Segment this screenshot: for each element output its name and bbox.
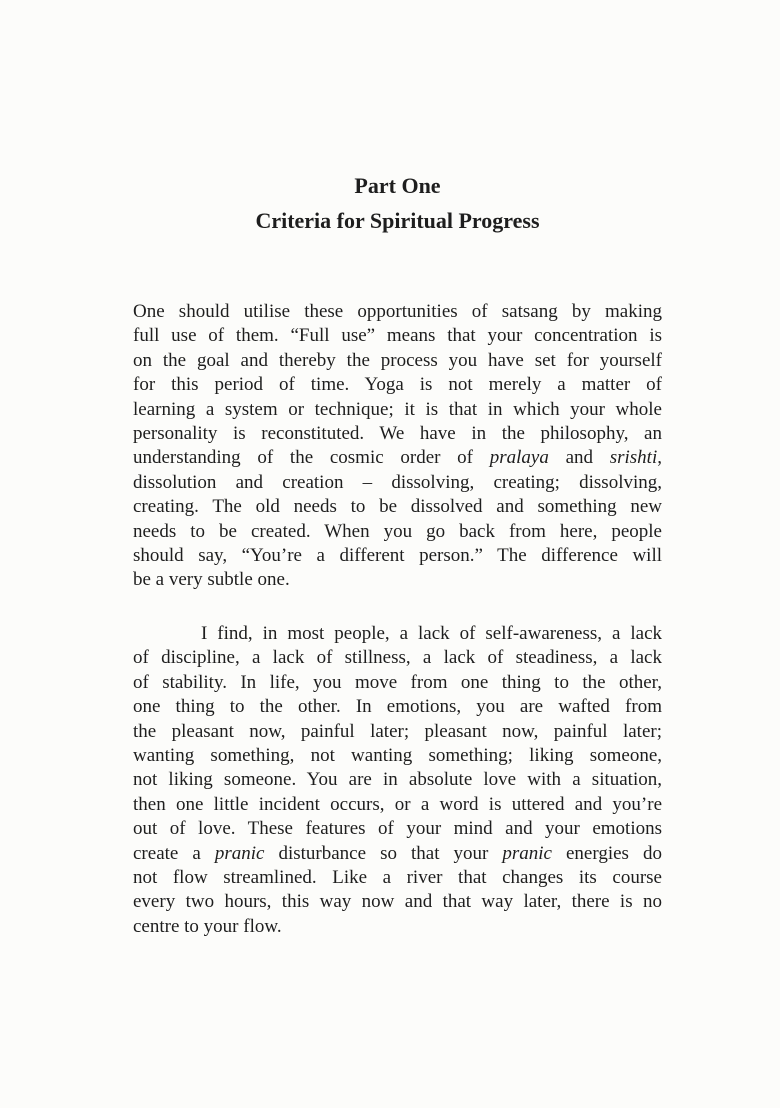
text-line (133, 890, 662, 914)
part-heading: Part One (354, 173, 441, 198)
text-segment: for this period of time. Yoga is not merely a matter of (133, 374, 662, 396)
text-line (133, 398, 662, 422)
text-line (133, 842, 662, 866)
paragraph-1 (133, 300, 662, 593)
text-line (133, 495, 662, 519)
text-segment: not liking someone. You are in absolute love with a situation, (133, 769, 662, 791)
text-line (133, 568, 662, 592)
italic-term: pranic (502, 842, 552, 864)
text-line (133, 373, 662, 397)
text-segment: dissolution and creation – dissolving, creating; dissolving, (133, 471, 662, 493)
text-line (133, 349, 662, 373)
text-line (133, 544, 662, 568)
text-line (133, 446, 662, 470)
text-segment: , (657, 447, 662, 469)
text-segment: out of love. These features of your mind and your emotions (133, 818, 662, 840)
text-segment: I find, in most people, a lack of self-awareness, a lack (201, 623, 662, 644)
text-segment: of discipline, a lack of stillness, a lack of steadiness, a lack (133, 647, 662, 669)
text-segment: One should utilise these opportunities of satsang by making (133, 301, 662, 322)
text-segment: understanding of the cosmic order of (133, 447, 490, 469)
text-segment: energies do (551, 842, 662, 864)
text-line (133, 520, 662, 544)
text-segment: not flow streamlined. Like a river that changes its course (133, 866, 662, 888)
italic-term: pralaya (489, 447, 549, 469)
text-segment: needs to be created. When you go back from here, people (133, 520, 662, 542)
text-segment: and (548, 447, 610, 469)
text-segment: disturbance so that your (264, 842, 503, 864)
italic-term: srishti (609, 447, 658, 469)
text-segment: the pleasant now, painful later; pleasant now, painful later; (133, 720, 662, 742)
text-line (133, 866, 662, 890)
text-line (133, 422, 662, 446)
text-line (133, 768, 662, 792)
italic-term: pranic (214, 842, 265, 864)
text-segment: should say, “You’re a different person.” The difference will (133, 544, 662, 566)
chapter-title: Criteria for Spiritual Progress (255, 208, 540, 233)
text-line (133, 471, 662, 495)
text-segment: on the goal and thereby the process you have set for yourself (133, 349, 662, 371)
text-segment: be a very subtle one. (133, 569, 290, 591)
text-segment: full use of them. “Full use” means that your concentration is (133, 325, 662, 347)
text-line (133, 744, 662, 768)
text-segment: wanting something, not wanting something; liking someone, (133, 744, 662, 766)
text-line (133, 300, 662, 324)
text-line (133, 915, 662, 939)
text-line (133, 671, 662, 695)
text-line (133, 817, 662, 841)
text-segment: centre to your flow. (133, 915, 282, 937)
text-segment: learning a system or technique; it is that in which your whole (133, 398, 662, 420)
text-segment: of stability. In life, you move from one thing to the other, (133, 671, 662, 693)
text-line (133, 622, 662, 646)
text-segment: personality is reconstituted. We have in the philosophy, an (133, 422, 662, 444)
text-line (133, 720, 662, 744)
text-segment: create a (133, 842, 215, 864)
paragraph-2 (133, 622, 662, 939)
text-segment: then one little incident occurs, or a word is uttered and you’re (133, 793, 662, 815)
text-segment: every two hours, this way now and that way later, there is no (133, 891, 662, 913)
text-segment: creating. The old needs to be dissolved and something new (133, 496, 662, 518)
text-segment: one thing to the other. In emotions, you are wafted from (133, 696, 662, 718)
text-line (133, 793, 662, 817)
text-line (133, 324, 662, 348)
text-line (133, 695, 662, 719)
text-line (133, 646, 662, 670)
